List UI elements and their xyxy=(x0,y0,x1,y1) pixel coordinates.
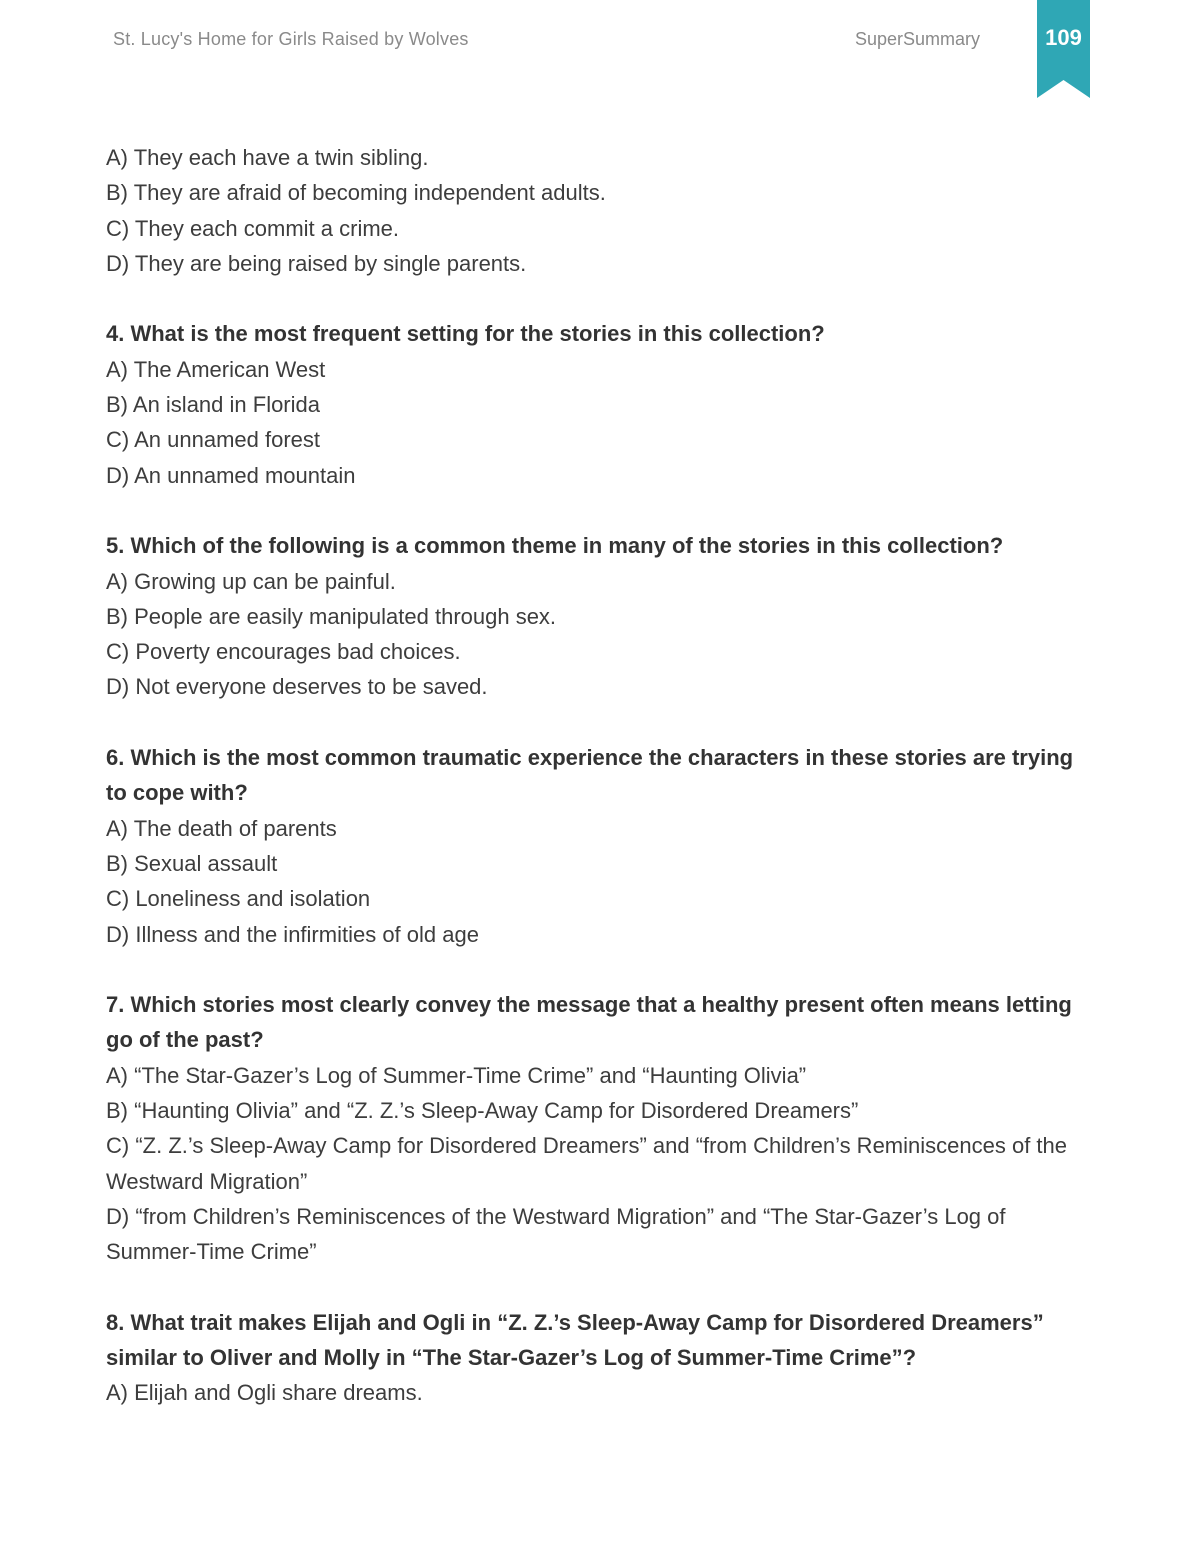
question-block-4 xyxy=(106,316,1096,492)
answer-option: B) Sexual assault xyxy=(106,850,278,876)
quiz-content xyxy=(106,140,1096,1411)
page-number: 109 xyxy=(1045,25,1082,50)
answer-option: C) “Z. Z.’s Sleep-Away Camp for Disordered Dreamers” and “from Children’s Reminiscences of the Westward Migration” xyxy=(106,1133,1067,1194)
continued-options xyxy=(106,140,1096,281)
answer-option: A) The death of parents xyxy=(106,815,337,841)
question-block-5 xyxy=(106,528,1096,704)
answer-option: A) “The Star-Gazer’s Log of Summer-Time Crime” and “Haunting Olivia” xyxy=(106,1062,807,1088)
answer-option: D) Not everyone deserves to be saved. xyxy=(106,674,488,700)
brand-name: SuperSummary xyxy=(855,29,981,49)
answer-option: D) An unnamed mountain xyxy=(106,462,356,488)
page-header xyxy=(0,0,1200,100)
answer-option: D) “from Children’s Reminiscences of the Westward Migration” and “The Star-Gazer’s Log of Summer-Time Crime” xyxy=(106,1203,1006,1265)
question-text: 7. Which stories most clearly convey the message that a healthy present often means letting go of the past? xyxy=(106,992,1072,1053)
answer-option: C) An unnamed forest xyxy=(106,427,321,453)
question-text: 4. What is the most frequent setting for the stories in this collection? xyxy=(106,321,825,347)
book-title: St. Lucy's Home for Girls Raised by Wolves xyxy=(113,29,469,49)
answer-option: B) People are easily manipulated through sex. xyxy=(106,603,557,629)
answer-option: A) The American West xyxy=(106,356,326,382)
answer-option: D) They are being raised by single parents. xyxy=(106,250,527,276)
question-block-7 xyxy=(106,987,1096,1269)
question-text: 8. What trait makes Elijah and Ogli in “Z. Z.’s Sleep-Away Camp for Disordered Dreamers” similar to Oliver and Molly in “The Star-Gazer’s Log of Summer-Time Crime”? xyxy=(106,1309,1044,1371)
answer-option: A) They each have a twin sibling. xyxy=(106,145,429,170)
question-text: 6. Which is the most common traumatic experience the characters in these stories are trying to cope with? xyxy=(106,745,1074,806)
answer-option: C) Poverty encourages bad choices. xyxy=(106,639,461,665)
question-block-6 xyxy=(106,740,1096,952)
answer-option: C) They each commit a crime. xyxy=(106,215,400,241)
answer-option: D) Illness and the infirmities of old age xyxy=(106,921,479,947)
question-block-8 xyxy=(106,1305,1096,1411)
page-number-tab xyxy=(1037,0,1090,98)
answer-option: B) They are afraid of becoming independent adults. xyxy=(106,180,606,206)
answer-option: A) Growing up can be painful. xyxy=(106,568,396,594)
answer-option: A) Elijah and Ogli share dreams. xyxy=(106,1380,423,1406)
question-text: 5. Which of the following is a common theme in many of the stories in this collection? xyxy=(106,533,1004,559)
answer-option: B) An island in Florida xyxy=(106,392,320,418)
answer-option: B) “Haunting Olivia” and “Z. Z.’s Sleep-Away Camp for Disordered Dreamers” xyxy=(106,1098,859,1124)
answer-option: C) Loneliness and isolation xyxy=(106,886,371,912)
